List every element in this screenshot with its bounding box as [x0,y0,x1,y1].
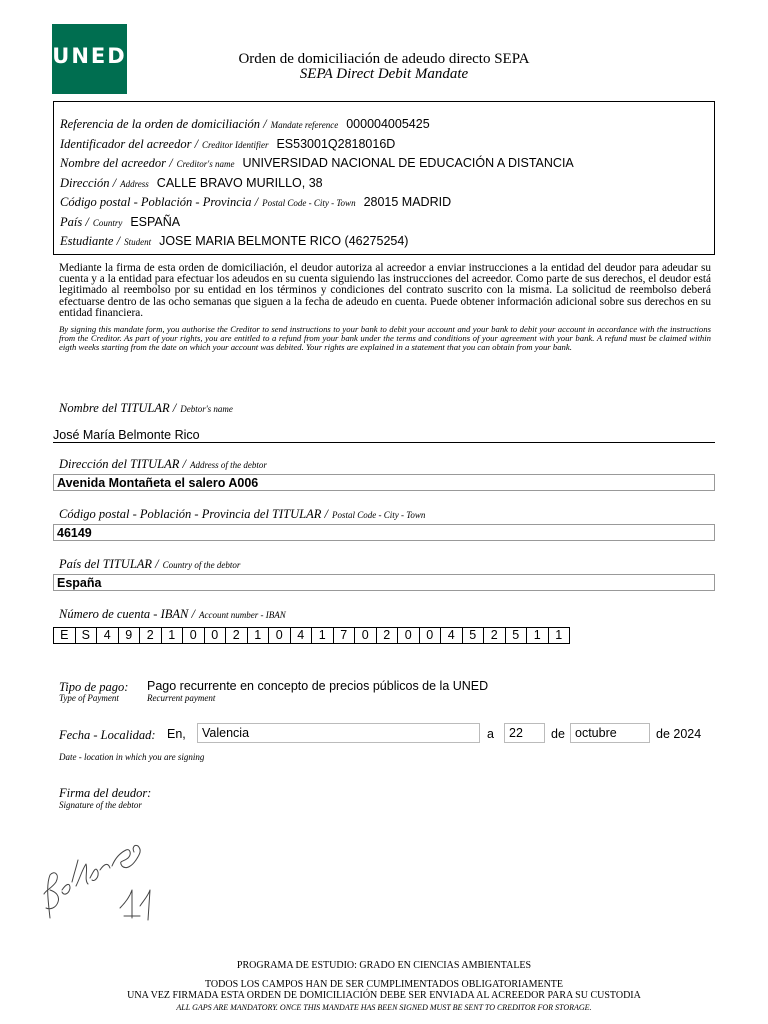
place-field[interactable] [197,723,480,743]
date-de-word: de [551,727,565,741]
iban-digit: 7 [333,627,356,644]
iban-digit: 0 [268,627,291,644]
footer-mandatory-es: TODOS LOS CAMPOS HAN DE SER CUMPLIMENTADOS OBLIGATORIAMENTE [204,979,564,990]
payment-type-value-en: Recurrent payment [147,693,216,703]
creditor-id-label-en: Creditor Identifier [202,140,269,150]
creditor-name-row [60,156,574,172]
debtor-name-value: José María Belmonte Rico [53,428,200,442]
debtor-name-underline [53,442,715,443]
mandate-reference-row [60,117,430,133]
iban-digit: S [75,627,98,644]
footer-send-es: UNA VEZ FIRMADA ESTA ORDEN DE DOMICILIACIÓN DEBE SER ENVIADA AL ACREEDOR PARA SU CUSTODIA [127,990,641,1001]
debtor-name-label: Nombre del TITULAR / [59,401,177,415]
iban-digit: 9 [118,627,141,644]
iban-digit: 0 [354,627,377,644]
payment-type-value: Pago recurrente en concepto de precios públicos de la UNED [147,679,489,693]
date-en-word: En, [167,727,186,741]
handwritten-signature [36,830,166,930]
debtor-postal-field[interactable] [53,524,715,541]
legal-text-en: By signing this mandate form, you authorise the Creditor to send instructions to your bank to debit your account and your bank to debit your account in accordance with the instructions from the Creditor. As part of your rights, you are entitled to a refund from your bank under the terms and conditions of your agreement with your bank. A refund must be claimed within eigth weeks starting from the date on which your account was debited. Your rights are explained in a statement that you can obtain from your bank. [59,324,711,353]
debtor-address-value: Avenida Montañeta el salero A006 [57,476,259,490]
year-text: de 2024 [656,727,702,741]
iban-digit: 2 [376,627,399,644]
mandate-reference-value: 000004005425 [346,117,430,131]
debtor-postal-label-row [59,507,425,522]
debtor-postal-label-en: Postal Code - City - Town [331,510,426,520]
mandate-reference-label: Referencia de la orden de domiciliación / [60,117,267,131]
signature-label-en: Signature of the debtor [59,800,142,810]
study-program: PROGRAMA DE ESTUDIO: GRADO EN CIENCIAS AMBIENTALES [236,960,532,971]
iban-digit: 1 [311,627,334,644]
debtor-postal-value: 46149 [57,526,92,540]
creditor-postal-value: 28015 MADRID [363,195,452,209]
place-value: Valencia [202,726,250,740]
day-field[interactable] [504,723,545,743]
iban-digit: 0 [204,627,227,644]
iban-digit: 5 [505,627,528,644]
creditor-postal-label-en: Postal Code - City - Town [262,198,356,208]
date-location-label: Fecha - Localidad: [59,728,156,742]
creditor-name-value: UNIVERSIDAD NACIONAL DE EDUCACIÓN A DISTANCIA [242,156,574,170]
debtor-address-label-en: Address of the debtor [189,460,267,470]
creditor-postal-row [60,195,451,211]
iban-field[interactable] [53,627,570,644]
student-label-en: Student [124,237,152,247]
debtor-name-label-row [59,401,233,416]
debtor-country-value: España [57,576,102,590]
iban-digit: 5 [462,627,485,644]
debtor-postal-label: Código postal - Población - Provincia del TITULAR / [59,507,328,521]
creditor-address-row [60,176,323,192]
iban-label-en: Account number - IBAN [198,610,286,620]
student-label: Estudiante / [60,234,121,248]
creditor-id-row [60,137,395,153]
debtor-country-label: País del TITULAR / [59,557,159,571]
document-subtitle: SEPA Direct Debit Mandate [299,66,469,82]
creditor-country-label-en: Country [92,218,123,228]
creditor-address-label-en: Address [120,179,149,189]
iban-digit: 2 [225,627,248,644]
iban-digit: 0 [182,627,205,644]
creditor-name-label-en: Creditor's name [176,159,235,169]
uned-logo [52,24,127,94]
date-location-label-en: Date - location in which you are signing [59,752,205,762]
iban-digit: 2 [483,627,506,644]
iban-digit: 2 [139,627,162,644]
day-value: 22 [509,726,523,740]
iban-digit: 1 [526,627,549,644]
iban-digit: 0 [397,627,420,644]
debtor-name-label-en: Debtor's name [180,404,233,414]
iban-digit: 1 [247,627,270,644]
creditor-address-label: Dirección / [60,176,117,190]
student-row [60,234,408,250]
creditor-id-label: Identificador del acreedor / [60,137,199,151]
debtor-address-field[interactable] [53,474,715,491]
debtor-country-label-row [59,557,240,572]
iban-digit: 4 [290,627,313,644]
document-title: Orden de domiciliación de adeudo directo SEPA [238,51,530,67]
creditor-country-row [60,215,180,231]
iban-digit: 1 [548,627,571,644]
iban-digit: 4 [96,627,119,644]
iban-label: Número de cuenta - IBAN / [59,607,195,621]
creditor-country-label: País / [60,215,89,229]
mandate-reference-label-en: Mandate reference [270,120,339,130]
month-value: octubre [575,726,617,740]
payment-type-label: Tipo de pago: [59,680,129,694]
creditor-postal-label: Código postal - Población - Provincia / [60,195,259,209]
iban-digit: 1 [161,627,184,644]
iban-digit: 4 [440,627,463,644]
footer-mandatory-en: ALL GAPS ARE MANDATORY. ONCE THIS MANDATE HAS BEEN SIGNED MUST BE SENT TO CREDITOR FOR STORAGE. [176,1003,592,1012]
creditor-id-value: ES53001Q2818016D [276,137,396,151]
logo-text: UNED [52,44,127,68]
iban-label-row [59,607,286,622]
month-field[interactable] [570,723,650,743]
legal-text-es: Mediante la firma de esta orden de domiciliación, el deudor autoriza al acreedor a enviar instrucciones a la entidad del deudor para adeudar su cuenta y a la entidad para efectuar los adeudos en su cuenta siguiendo las instrucciones del acreedor. Como parte de sus derechos, el deudor está legitimado al reembolso por su entidad en los términos y condiciones del contrato suscrito con la misma. La solicitud de reembolso deberá efectuarse dentro de las ocho semanas que siguen a la fecha de adeudo en cuenta. Puede obtener información adicional sobre sus derechos en su entidad financiera. [59,262,711,319]
mandate-info-box [53,101,715,255]
date-a-word: a [487,727,494,741]
creditor-address-value: CALLE BRAVO MURILLO, 38 [156,176,323,190]
payment-type-label-en: Type of Payment [59,693,119,703]
debtor-country-field[interactable] [53,574,715,591]
debtor-address-label: Dirección del TITULAR / [59,457,186,471]
creditor-country-value: ESPAÑA [130,215,181,229]
iban-digit: E [53,627,76,644]
student-value: JOSE MARIA BELMONTE RICO (46275254) [159,234,409,248]
signature-label: Firma del deudor: [59,786,152,800]
debtor-address-label-row [59,457,267,472]
debtor-country-label-en: Country of the debtor [162,560,241,570]
creditor-name-label: Nombre del acreedor / [60,156,173,170]
iban-digit: 0 [419,627,442,644]
